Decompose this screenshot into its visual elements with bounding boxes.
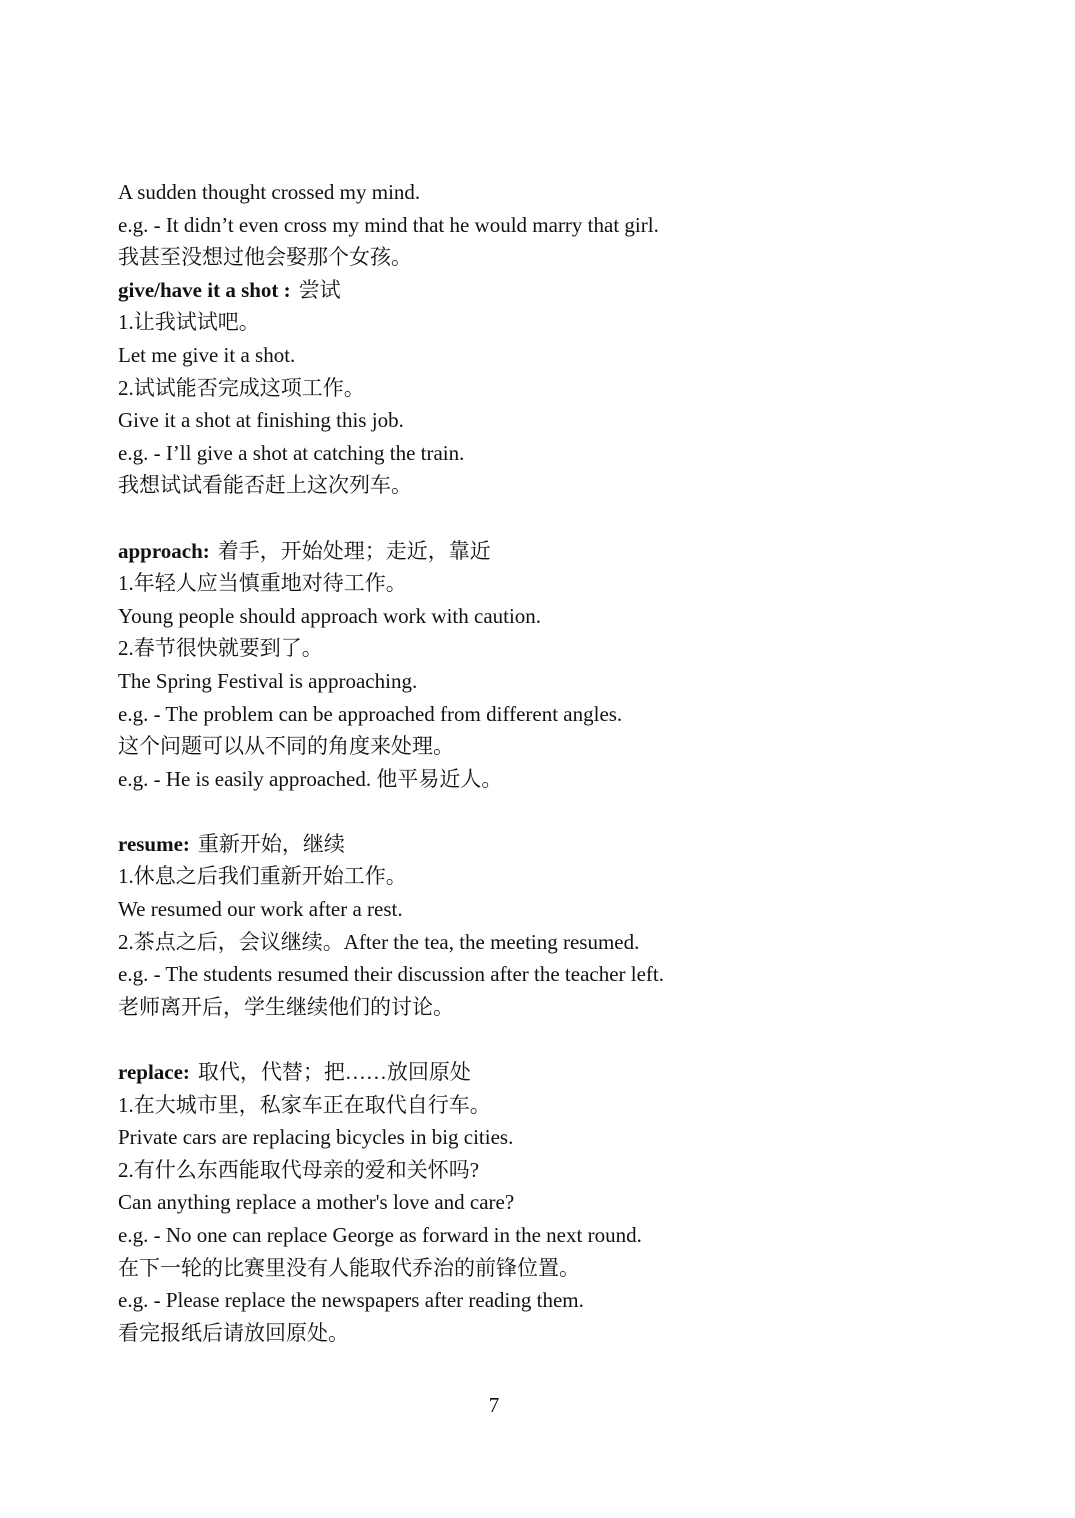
page-number: 7 xyxy=(488,1393,500,1417)
text-line: 1.让我试试吧。 xyxy=(118,310,260,335)
text-line: 这个问题可以从不同的角度来处理。 xyxy=(118,734,454,759)
paragraph-gap xyxy=(118,1023,998,1056)
page-content xyxy=(118,176,998,1349)
text-line: Can anything replace a mother's love and care? xyxy=(118,1190,515,1215)
text-line: e.g. - I’ll give a shot at catching the train. xyxy=(118,440,465,465)
text-line: Private cars are replacing bicycles in big cities. xyxy=(118,1125,514,1150)
vocab-heading xyxy=(118,1056,998,1089)
text-line: 在下一轮的比赛里没有人能取代乔治的前锋位置。 xyxy=(118,1255,580,1280)
vocab-definition: 着手，开始处理；走近，靠近 xyxy=(217,538,491,563)
vocab-term: approach: xyxy=(118,538,210,563)
vocab-term: give/have it a shot : xyxy=(118,277,291,302)
text-line: Give it a shot at finishing this job. xyxy=(118,408,404,433)
text-line: 1.休息之后我们重新开始工作。 xyxy=(118,864,407,889)
text-line: 2.试试能否完成这项工作。 xyxy=(118,375,365,400)
text-line: 老师离开后，学生继续他们的讨论。 xyxy=(118,994,454,1019)
text-line: 2.春节很快就要到了。 xyxy=(118,636,323,661)
text-line: e.g. - It didn’t even cross my mind that he would marry that girl. xyxy=(118,212,659,237)
text-line: We resumed our work after a rest. xyxy=(118,897,403,922)
vocab-definition: 尝试 xyxy=(298,277,341,302)
text-line: 1.年轻人应当慎重地对待工作。 xyxy=(118,571,407,596)
vocab-heading xyxy=(118,535,998,568)
vocab-definition: 取代，代替；把……放回原处 xyxy=(197,1060,471,1085)
vocab-term: resume: xyxy=(118,831,190,856)
text-line: 我甚至没想过他会娶那个女孩。 xyxy=(118,245,412,270)
vocab-definition: 重新开始，继续 xyxy=(197,831,345,856)
text-line: 2.有什么东西能取代母亲的爱和关怀吗? xyxy=(118,1157,480,1182)
paragraph-gap xyxy=(118,502,998,535)
vocab-heading xyxy=(118,828,998,861)
text-line: e.g. - The students resumed their discussion after the teacher left. xyxy=(118,962,665,987)
text-line: 我想试试看能否赶上这次列车。 xyxy=(118,473,412,498)
text-line: 看完报纸后请放回原处。 xyxy=(118,1320,349,1345)
text-line: e.g. - He is easily approached. 他平易近人。 xyxy=(118,766,503,791)
text-line: A sudden thought crossed my mind. xyxy=(118,180,421,204)
text-line: Let me give it a shot. xyxy=(118,342,296,367)
paragraph-gap xyxy=(118,795,998,828)
text-line: e.g. - The problem can be approached from different angles. xyxy=(118,701,623,726)
text-line: Young people should approach work with caution. xyxy=(118,603,542,628)
text-line: 1.在大城市里，私家车正在取代自行车。 xyxy=(118,1092,491,1117)
text-line: The Spring Festival is approaching. xyxy=(118,668,418,693)
text-line: e.g. - No one can replace George as forward in the next round. xyxy=(118,1223,642,1247)
text-line: e.g. - Please replace the newspapers after reading them. xyxy=(118,1288,584,1313)
vocab-heading xyxy=(118,274,998,307)
text-line: 2.茶点之后，会议继续。After the tea, the meeting resumed. xyxy=(118,929,640,954)
vocab-term: replace: xyxy=(118,1060,190,1085)
